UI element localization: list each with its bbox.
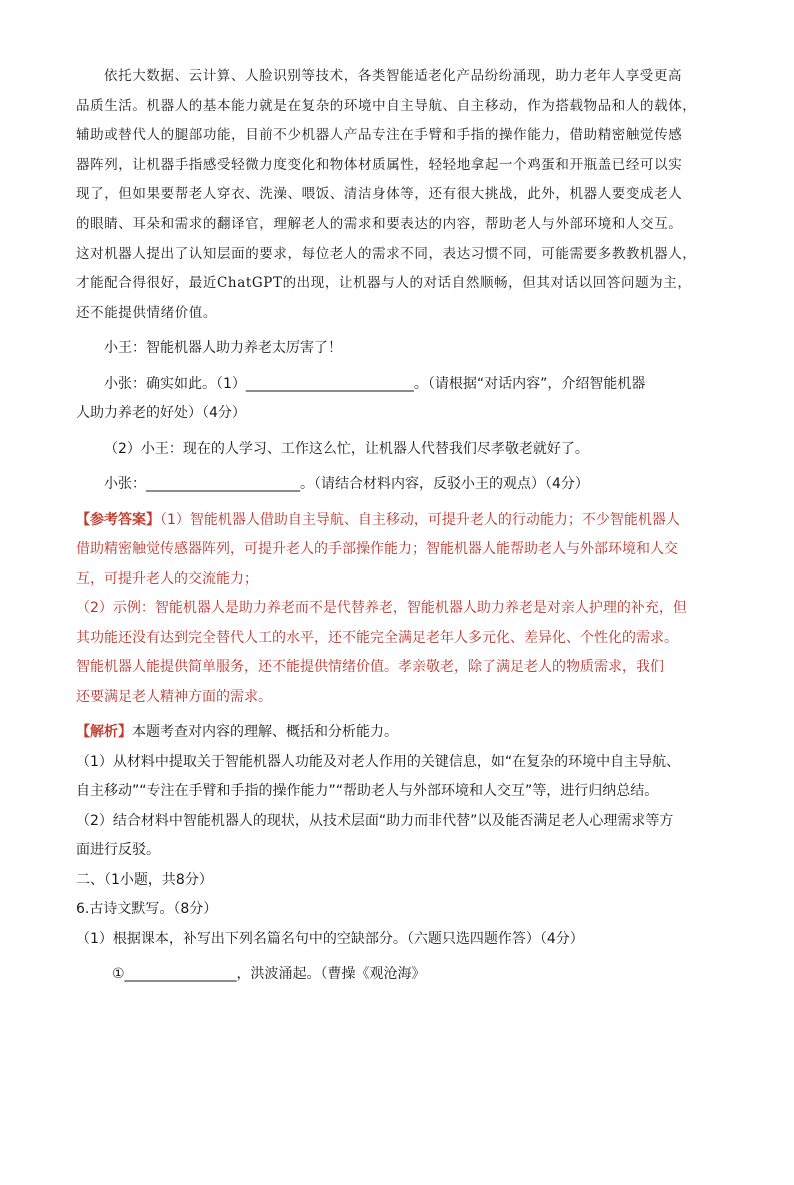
passage-line: 才能配合得很好，最近ChatGPT的出现，让机器与人的对话自然顺畅，但其对话以回答问题为主， (76, 275, 692, 292)
answer-line: （1）智能机器人借助自主导航、自主移动，可提升老人的行动能力；不少智能机器人 (160, 511, 680, 528)
question-6-title: 6.古诗文默写。（8分） (76, 901, 218, 918)
passage-line: 器阵列，让机器手指感受轻微力度变化和物体材质属性，轻轻地拿起一个鸡蛋和开瓶盖已经可以实 (76, 156, 683, 173)
passage-line: 品质生活。机器人的基本能力就是在复杂的环境中自主导航、自主移动，作为搭载物品和人的载体， (76, 97, 697, 114)
answer-line: 还要满足老人精神方面的需求。 (76, 688, 272, 705)
answer-tag: 【参考答案】 (76, 511, 160, 528)
analysis-line: （1）从材料中提取关于智能机器人功能及对老人作用的关键信息，如“在复杂的环境中自主导航、 (76, 753, 681, 770)
dialogue-line-xiaozhang-1: 小张：确实如此。（1）________________________。（请根据“对话内容”，介绍智能机器 (104, 375, 646, 392)
answer-line: 借助精密触觉传感器阵列，可提升老人的手部操作能力；智能机器人能帮助老人与外部环境和人交 (76, 541, 678, 558)
reference-answer (76, 506, 724, 713)
answer-line: 互，可提升老人的交流能力； (76, 570, 258, 587)
analysis-section (76, 718, 724, 866)
passage-line: 辅助或替代人的腿部功能，目前不少机器人产品专注在手臂和手指的操作能力，借助精密触觉传感 (76, 127, 683, 144)
analysis-line: 面进行反驳。 (76, 842, 160, 859)
passage-line: 现了，但如果要帮老人穿衣、洗澡、喂饭、清洁身体等，还有很大挑战，此外，机器人要变成老人 (76, 186, 683, 203)
passage-line: 还不能提供情绪价值。 (76, 304, 217, 321)
dialogue-line-xiaowang: 小王：智能机器人助力养老太厉害了！ (104, 340, 342, 357)
analysis-line: 自主移动”“专注在手臂和手指的操作能力”“帮助老人与外部环境和人交互”等，进行归纳总结。 (76, 783, 659, 800)
analysis-line: 本题考查对内容的理解、概括和分析能力。 (132, 724, 398, 741)
answer-line: 智能机器人能提供简单服务，还不能提供情绪价值。孝亲敬老，除了满足老人的物质需求，我们 (76, 659, 664, 676)
dialogue-section (76, 334, 724, 500)
section-two (76, 866, 724, 990)
analysis-tag: 【解析】 (76, 724, 132, 741)
dialogue-line-xiaozhang-1-cont: 人助力养老的好处）（4分） (76, 405, 246, 422)
reading-passage (76, 62, 724, 328)
passage-line: 依托大数据、云计算、人脸识别等技术，各类智能适老化产品纷纷涌现，助力老年人享受更高 (104, 68, 683, 84)
answer-line: 其功能还没有达到完全替代人工的水平，还不能完全满足老年人多元化、差异化、个性化的需求。 (76, 629, 678, 646)
passage-line: 的眼睛、耳朵和需求的翻译官，理解老人的需求和要表达的内容，帮助老人与外部环境和人交互。 (76, 215, 683, 232)
dialogue-line-question-2: （2）小王：现在的人学习、工作这么忙，让机器人代替我们尽孝敬老就好了。 (104, 440, 589, 457)
question-6-1-item-1: ①________________，洪波涌起。（曹操《观沧海》 (112, 966, 426, 983)
analysis-line: （2）结合材料中智能机器人的现状，从技术层面“助力而非代替”以及能否满足老人心理需求等方 (76, 812, 674, 829)
section-heading: 二、（1小题，共8分） (76, 871, 213, 888)
passage-line: 这对机器人提出了认知层面的要求，每位老人的需求不同，表达习惯不同，可能需要多教教机器人， (76, 245, 697, 262)
dialogue-line-xiaozhang-2: 小张：______________________。（请结合材料内容，反驳小王的观点）（4分） (104, 476, 589, 493)
question-6-1: （1）根据课本，补写出下列名篇名句中的空缺部分。（六题只选四题作答）（4分） (76, 930, 584, 947)
answer-line: （2）示例：智能机器人是助力养老而不是代替养老，智能机器人助力养老是对亲人护理的补充，但 (76, 600, 687, 617)
document-page (0, 62, 794, 1185)
